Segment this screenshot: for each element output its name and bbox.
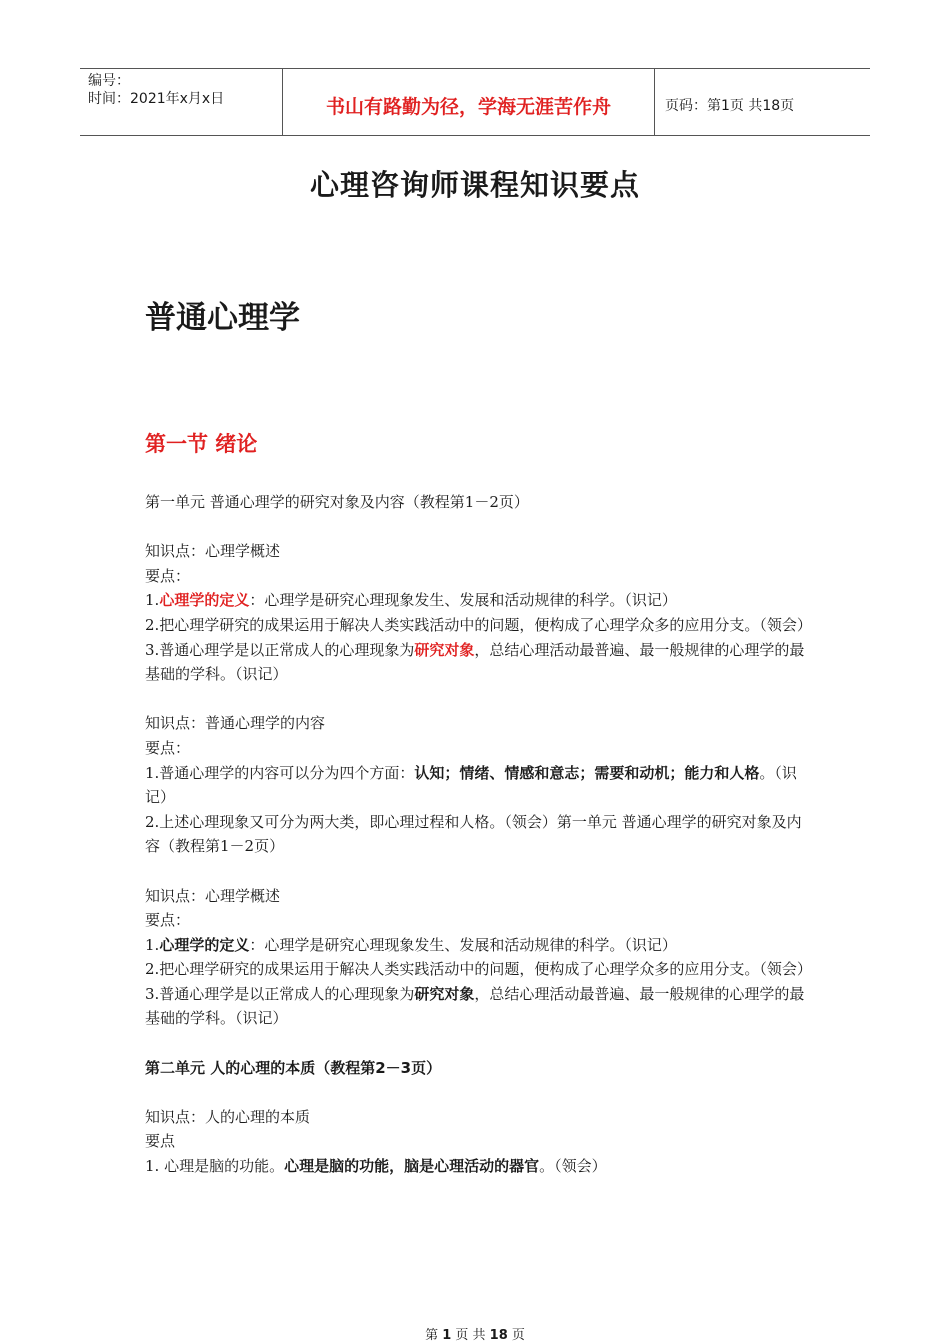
page-header bbox=[80, 68, 870, 136]
knowledge-point-title: 知识点：心理学概述 bbox=[145, 886, 281, 905]
points-label: 要点 bbox=[145, 1132, 176, 1151]
points-label: 要点： bbox=[145, 911, 191, 930]
bold-term: 心理学的定义 bbox=[159, 935, 250, 954]
paragraph: 3.普通心理学是以正常成人的心理现象为研究对象，总结心理活动最普遍、最一般规律的心理学的最基础的学科。（识记） bbox=[145, 984, 805, 1028]
unit-title: 第一单元 普通心理学的研究对象及内容（教程第1－2页） bbox=[145, 493, 529, 511]
serial-label: 编号： bbox=[88, 73, 130, 89]
chapter-title: 第一节 绪论 bbox=[145, 432, 258, 456]
paragraph: 1. 心理是脑的功能。心理是脑的功能，脑是心理活动的器官。（领会） bbox=[145, 1157, 607, 1176]
header-page-info: 页码：第1页 共18页 bbox=[665, 98, 795, 114]
knowledge-point-title: 知识点：人的心理的本质 bbox=[145, 1107, 311, 1126]
document-title: 心理咨询师课程知识要点 bbox=[309, 168, 640, 202]
paragraph: 1.普通心理学的内容可以分为四个方面：认知；情绪、情感和意志；需要和动机；能力和人格。（识记） bbox=[145, 763, 797, 807]
points-label: 要点： bbox=[145, 566, 191, 585]
footer-total-pages: 18 bbox=[489, 1328, 508, 1343]
highlighted-term: 心理学的定义 bbox=[159, 591, 250, 610]
paragraph: 3.普通心理学是以正常成人的心理现象为研究对象，总结心理活动最普遍、最一般规律的心理学的最基础的学科。（识记） bbox=[145, 640, 805, 684]
footer-page-number: 1 bbox=[442, 1328, 452, 1343]
knowledge-point-title: 知识点：心理学概述 bbox=[145, 542, 281, 561]
paragraph: 1.心理学的定义：心理学是研究心理现象发生、发展和活动规律的科学。（识记） bbox=[145, 591, 677, 610]
paragraph: 2.把心理学研究的成果运用于解决人类实践活动中的问题，便构成了心理学众多的应用分支。（领会） bbox=[145, 960, 812, 979]
unit-title: 第二单元 人的心理的本质（教程第2－3页） bbox=[145, 1058, 442, 1077]
paragraph: 1.心理学的定义：心理学是研究心理现象发生、发展和活动规律的科学。（识记） bbox=[145, 935, 677, 954]
highlighted-term: 研究对象 bbox=[414, 640, 475, 659]
bold-term: 认知；情绪、情感和意志；需要和动机；能力和人格 bbox=[414, 763, 760, 782]
paragraph: 2.把心理学研究的成果运用于解决人类实践活动中的问题，便构成了心理学众多的应用分支。（领会） bbox=[145, 615, 812, 634]
knowledge-point-title: 知识点：普通心理学的内容 bbox=[145, 714, 326, 733]
paragraph: 2.上述心理现象又可分为两大类，即心理过程和人格。（领会）第一单元 普通心理学的研究对象及内容（教程第1－2页） bbox=[145, 812, 802, 856]
bold-term: 心理是脑的功能，脑是心理活动的器官 bbox=[284, 1157, 540, 1176]
header-motto: 书山有路勤为径，学海无涯苦作舟 bbox=[282, 69, 655, 135]
bold-term: 研究对象 bbox=[414, 984, 475, 1003]
page-footer: 第 1 页 共 18 页 bbox=[425, 1328, 525, 1343]
document-body bbox=[145, 490, 810, 1179]
points-label: 要点： bbox=[145, 738, 191, 757]
section-title: 普通心理学 bbox=[145, 300, 300, 336]
date-label: 时间：2021年x月x日 bbox=[88, 91, 225, 107]
header-meta bbox=[80, 69, 282, 135]
